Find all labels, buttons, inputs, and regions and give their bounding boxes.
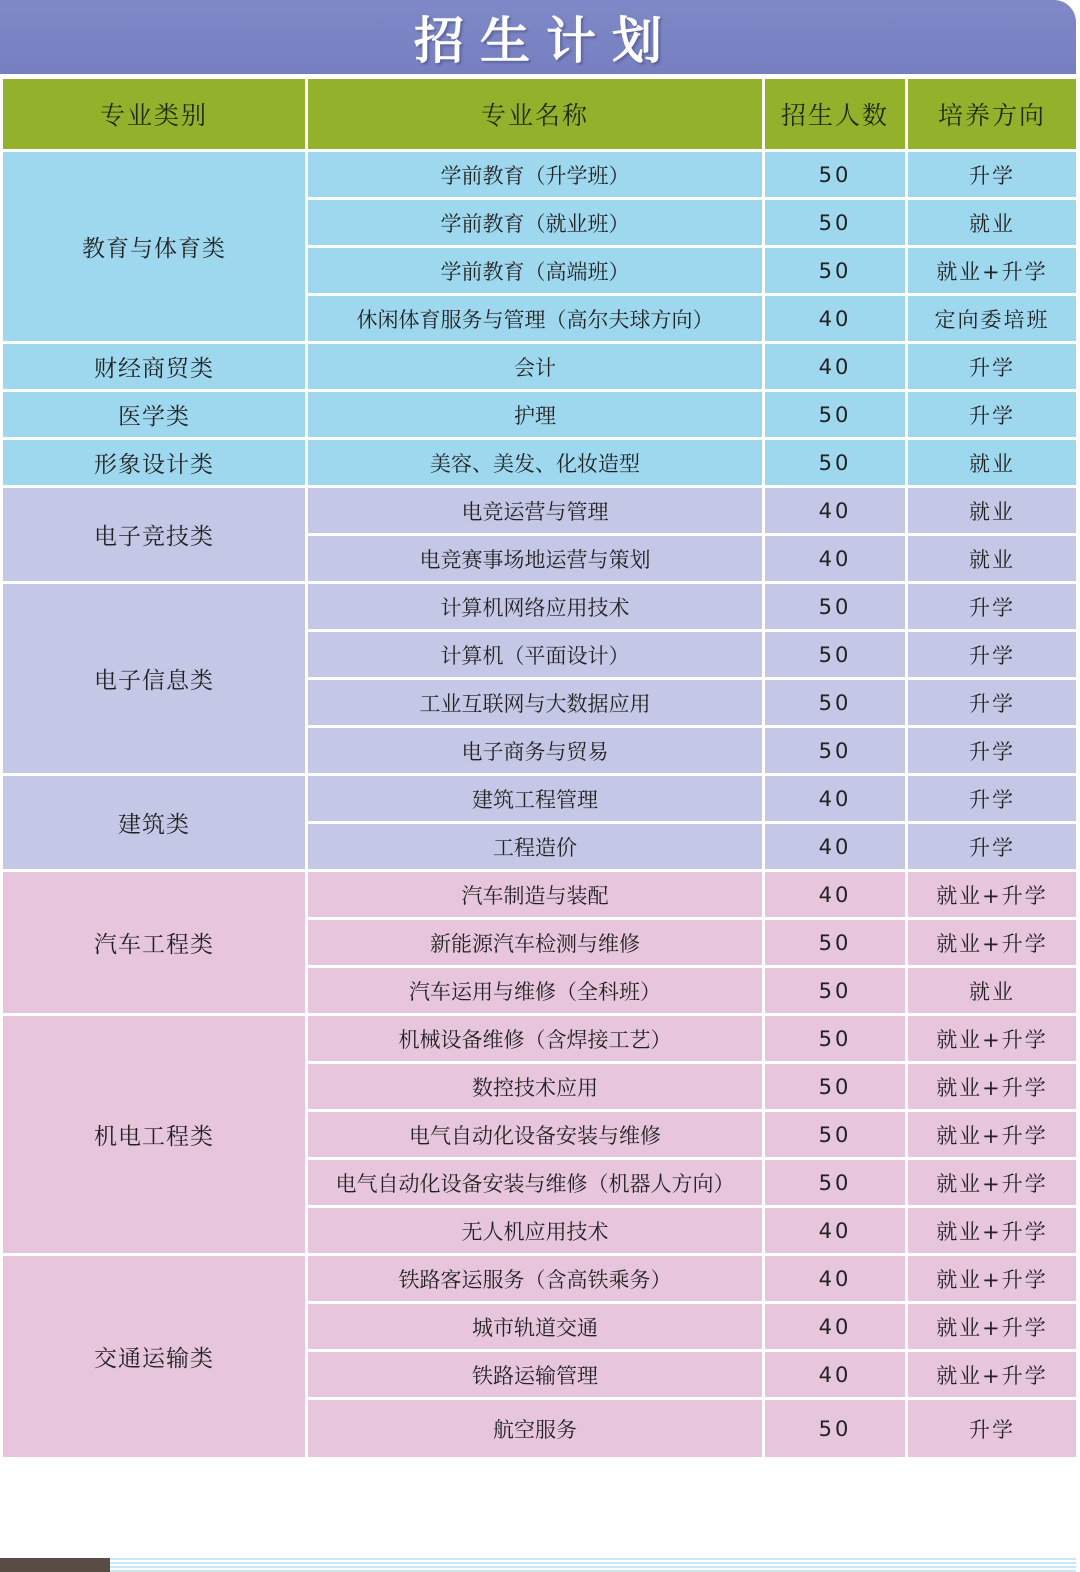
major-cell: 电竞赛事场地运营与策划 [307, 535, 764, 583]
count-cell: 40 [764, 871, 907, 919]
count-cell: 50 [764, 679, 907, 727]
count-cell: 50 [764, 1015, 907, 1063]
direction-cell: 升学 [907, 343, 1078, 391]
direction-cell: 就业+升学 [907, 1255, 1078, 1303]
count-cell: 50 [764, 1063, 907, 1111]
direction-cell: 就业+升学 [907, 247, 1078, 295]
direction-cell: 升学 [907, 151, 1078, 199]
direction-cell: 就业+升学 [907, 1015, 1078, 1063]
direction-cell: 升学 [907, 775, 1078, 823]
table-row [2, 439, 1078, 487]
direction-cell: 就业 [907, 199, 1078, 247]
table-row [2, 871, 1078, 919]
major-cell: 城市轨道交通 [307, 1303, 764, 1351]
direction-cell: 就业 [907, 439, 1078, 487]
table-body [2, 151, 1078, 1459]
major-cell: 机械设备维修（含焊接工艺） [307, 1015, 764, 1063]
footer-decoration [110, 1558, 1076, 1572]
direction-cell: 就业+升学 [907, 1111, 1078, 1159]
major-cell: 工业互联网与大数据应用 [307, 679, 764, 727]
major-cell: 休闲体育服务与管理（高尔夫球方向） [307, 295, 764, 343]
count-cell: 50 [764, 1111, 907, 1159]
table-row [2, 391, 1078, 439]
major-cell: 学前教育（升学班） [307, 151, 764, 199]
major-cell: 电气自动化设备安装与维修（机器人方向） [307, 1159, 764, 1207]
direction-cell: 升学 [907, 391, 1078, 439]
major-cell: 美容、美发、化妆造型 [307, 439, 764, 487]
count-cell: 50 [764, 919, 907, 967]
major-cell: 新能源汽车检测与维修 [307, 919, 764, 967]
title-banner [0, 0, 1076, 74]
count-cell: 50 [764, 1159, 907, 1207]
enrollment-plan-table [0, 76, 1079, 1460]
table-header-row [2, 78, 1078, 151]
count-cell: 50 [764, 727, 907, 775]
major-cell: 护理 [307, 391, 764, 439]
major-cell: 电气自动化设备安装与维修 [307, 1111, 764, 1159]
category-cell: 形象设计类 [2, 439, 307, 487]
table-row [2, 583, 1078, 631]
direction-cell: 就业 [907, 487, 1078, 535]
major-cell: 学前教育（就业班） [307, 199, 764, 247]
count-cell: 40 [764, 1255, 907, 1303]
major-cell: 铁路运输管理 [307, 1351, 764, 1399]
direction-cell: 升学 [907, 823, 1078, 871]
category-cell: 机电工程类 [2, 1015, 307, 1255]
category-cell: 教育与体育类 [2, 151, 307, 343]
count-cell: 50 [764, 1399, 907, 1459]
major-cell: 计算机（平面设计） [307, 631, 764, 679]
category-cell: 财经商贸类 [2, 343, 307, 391]
major-cell: 汽车制造与装配 [307, 871, 764, 919]
count-cell: 50 [764, 199, 907, 247]
direction-cell: 就业+升学 [907, 1063, 1078, 1111]
count-cell: 50 [764, 631, 907, 679]
header-major: 专业名称 [307, 78, 764, 151]
direction-cell: 就业+升学 [907, 1207, 1078, 1255]
category-cell: 电子竞技类 [2, 487, 307, 583]
count-cell: 40 [764, 1207, 907, 1255]
count-cell: 40 [764, 775, 907, 823]
direction-cell: 升学 [907, 727, 1078, 775]
table-row [2, 343, 1078, 391]
major-cell: 无人机应用技术 [307, 1207, 764, 1255]
major-cell: 电子商务与贸易 [307, 727, 764, 775]
major-cell: 航空服务 [307, 1399, 764, 1459]
major-cell: 铁路客运服务（含高铁乘务） [307, 1255, 764, 1303]
major-cell: 计算机网络应用技术 [307, 583, 764, 631]
count-cell: 40 [764, 1303, 907, 1351]
count-cell: 50 [764, 439, 907, 487]
direction-cell: 定向委培班 [907, 295, 1078, 343]
direction-cell: 就业+升学 [907, 919, 1078, 967]
direction-cell: 就业+升学 [907, 871, 1078, 919]
direction-cell: 升学 [907, 631, 1078, 679]
table-row [2, 1015, 1078, 1063]
major-cell: 汽车运用与维修（全科班） [307, 967, 764, 1015]
direction-cell: 升学 [907, 583, 1078, 631]
category-cell: 电子信息类 [2, 583, 307, 775]
count-cell: 50 [764, 151, 907, 199]
major-cell: 工程造价 [307, 823, 764, 871]
major-cell: 建筑工程管理 [307, 775, 764, 823]
direction-cell: 升学 [907, 1399, 1078, 1459]
count-cell: 50 [764, 391, 907, 439]
direction-cell: 就业+升学 [907, 1159, 1078, 1207]
direction-cell: 升学 [907, 679, 1078, 727]
footer-photo-strip [0, 1558, 110, 1572]
direction-cell: 就业+升学 [907, 1303, 1078, 1351]
category-cell: 医学类 [2, 391, 307, 439]
table-row [2, 775, 1078, 823]
header-count: 招生人数 [764, 78, 907, 151]
major-cell: 电竞运营与管理 [307, 487, 764, 535]
major-cell: 学前教育（高端班） [307, 247, 764, 295]
header-direction: 培养方向 [907, 78, 1078, 151]
count-cell: 40 [764, 535, 907, 583]
count-cell: 40 [764, 295, 907, 343]
direction-cell: 就业+升学 [907, 1351, 1078, 1399]
category-cell: 建筑类 [2, 775, 307, 871]
count-cell: 40 [764, 343, 907, 391]
major-cell: 数控技术应用 [307, 1063, 764, 1111]
page-title: 招生计划 [414, 12, 678, 70]
count-cell: 40 [764, 487, 907, 535]
major-cell: 会计 [307, 343, 764, 391]
header-category: 专业类别 [2, 78, 307, 151]
count-cell: 50 [764, 247, 907, 295]
table-row [2, 151, 1078, 199]
count-cell: 50 [764, 583, 907, 631]
direction-cell: 就业 [907, 535, 1078, 583]
direction-cell: 就业 [907, 967, 1078, 1015]
category-cell: 汽车工程类 [2, 871, 307, 1015]
category-cell: 交通运输类 [2, 1255, 307, 1459]
count-cell: 50 [764, 967, 907, 1015]
table-row [2, 1255, 1078, 1303]
count-cell: 40 [764, 823, 907, 871]
count-cell: 40 [764, 1351, 907, 1399]
table-row [2, 487, 1078, 535]
